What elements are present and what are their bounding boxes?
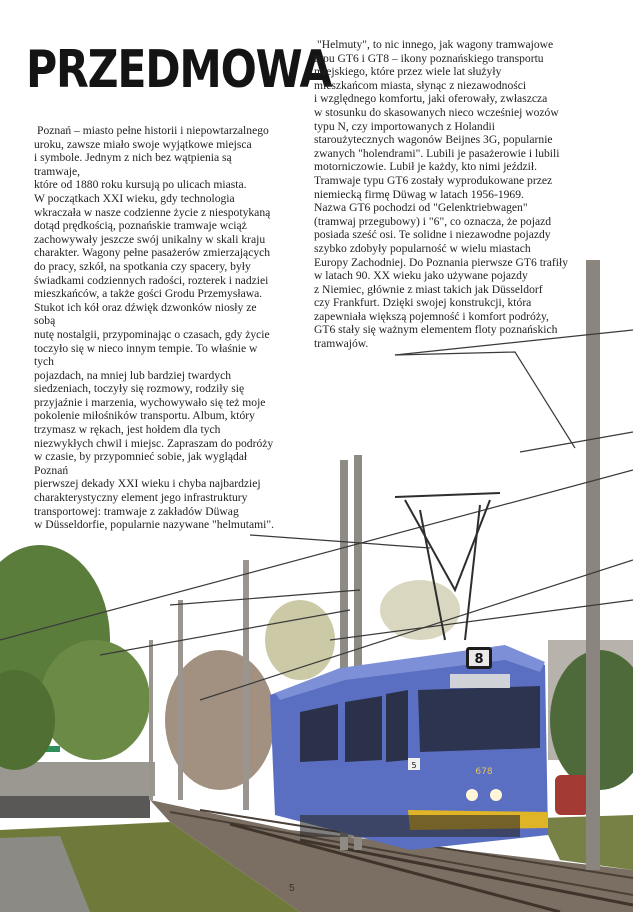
- text-line: które od 1880 roku kursują po ulicach miasta.: [34, 178, 247, 192]
- text-line: posiada sześć osi. Te solidne i niezawodne pojazdy: [314, 228, 551, 242]
- text-line: zachowywały jeszcze swój unikalny w skali kraju: [34, 232, 266, 246]
- text-line: Europy Zachodniej. Do Poznania pierwsze GT6 trafiły: [314, 255, 569, 269]
- text-line: pojazdach, na mniej lub bardziej twardych: [34, 368, 232, 382]
- text-line: w czasie, by przypomnieć sobie, jak wyglądał Poznań: [34, 450, 248, 477]
- text-line: Tramwaje typu GT6 zostały wyprodukowane przez: [314, 173, 553, 187]
- text-line: charakterystyczny element jego infrastruktury: [34, 491, 248, 505]
- text-line: charakter. Wagony pełne pasażerów zmierzających: [34, 246, 271, 260]
- text-line: do pracy, szkół, na spotkania czy spacery, były: [34, 259, 251, 273]
- text-line: GT6 stały się ważnym elementem floty poznańskich: [314, 323, 558, 337]
- text-line: Stukot ich kół oraz dźwięk dzwonków niosły ze sobą: [34, 300, 257, 328]
- text-line: toczyło się w nieco innym tempie. To właśnie w tych: [34, 341, 258, 369]
- left-text-column: [34, 124, 280, 532]
- text-line: pierwszej dekady XXI wieku i chyba najbardziej: [34, 477, 261, 491]
- text-line: wkraczała w nasze codzienne życie z niespotykaną: [34, 205, 271, 219]
- fleet-number: 678: [475, 767, 493, 777]
- text-line: Nazwa GT6 pochodzi od "Gelenktriebwagen": [314, 201, 528, 215]
- text-line: i względnego komfortu, jaki oferowały, zwłaszcza: [314, 92, 548, 106]
- right-text-column: [314, 38, 580, 351]
- text-line: Poznań – miasto pełne historii i niepowtarzalnego: [37, 124, 269, 137]
- text-line: nutę nostalgii, przypominając o czasach, gdy życie: [34, 327, 270, 341]
- text-line: mieszkańców, a także gości Grodu Przemysława.: [34, 287, 263, 301]
- text-line: i symbole. Jednym z nich bez wątpienia są tramwaje,: [34, 151, 232, 178]
- text-line: trzymasz w rękach, jest hołdem dla tych: [34, 423, 221, 437]
- text-line: dotąd prędkością, poznańskie tramwaje wciąż: [34, 219, 247, 233]
- text-line: z Niemiec, głównie z miast takich jak Düsseldorf: [314, 282, 543, 296]
- text-line: zwanych "holendrami". Lubili je pasażerowie i lubili: [314, 146, 560, 160]
- text-line: przyjaźnie i marzenia, wychowywało się też moje: [34, 395, 266, 409]
- text-line: w stosunku do skasowanych nieco wcześniej wozów: [314, 105, 559, 119]
- text-line: "Helmuty", to nic innego, jak wagony tramwajowe: [317, 38, 554, 51]
- text-line: transportowej: tramwaje z zakładów Düwag: [34, 504, 239, 518]
- text-line: tramwajów.: [314, 337, 369, 351]
- text-line: czy Frankfurt. Dzięki swojej konstrukcji, która: [314, 296, 532, 310]
- page-title: PRZEDMOWA: [26, 40, 332, 100]
- text-line: niemiecką firmę Düwag w latach 1956-1969.: [314, 187, 524, 201]
- text-line: motorniczowie. Lubił je każdy, kto nimi jeździł.: [314, 160, 538, 174]
- page-number: 5: [289, 883, 295, 894]
- text-line: pokolenie miłośników transportu. Album, który: [34, 409, 255, 423]
- text-line: miejskiego, które przez wiele lat służyły: [314, 65, 502, 79]
- text-line: niezwykłych chwil i miejsc. Zapraszam do podróży: [34, 436, 274, 450]
- text-line: w latach 90. XX wieku jako używane pojazdy: [314, 269, 528, 283]
- text-line: świadkami codziennych radości, rozterek i nadziei: [34, 273, 269, 287]
- text-line: typu N, czy importowanych z Holandii: [314, 119, 495, 133]
- text-line: szybko zdobyły popularność w wielu miastach: [314, 241, 531, 255]
- text-line: w Düsseldorfie, popularnie nazywane "helmutami".: [34, 518, 274, 532]
- text-line: W początkach XXI wieku, gdy technologia: [34, 191, 235, 205]
- text-line: typu GT6 i GT8 – ikony poznańskiego transportu: [314, 51, 544, 65]
- route-sign: 8: [474, 652, 484, 667]
- text-line: siedzeniach, toczyły się rozmowy, rodziły się: [34, 382, 245, 396]
- text-line: uroku, zawsze miało swoje wyjątkowe miejsca: [34, 137, 252, 151]
- text-line: zapewniała większą pojemność i komfort podróży,: [314, 309, 549, 323]
- side-number: 5: [411, 761, 417, 770]
- text-line: staroużytecznych wagonów Beijnes 3G, popularnie: [314, 133, 553, 147]
- text-line: (tramwaj przegubowy) i "6", co oznacza, że pojazd: [314, 214, 552, 228]
- text-line: mieszkańcom miasta, słynąc z niezawodności: [314, 78, 527, 92]
